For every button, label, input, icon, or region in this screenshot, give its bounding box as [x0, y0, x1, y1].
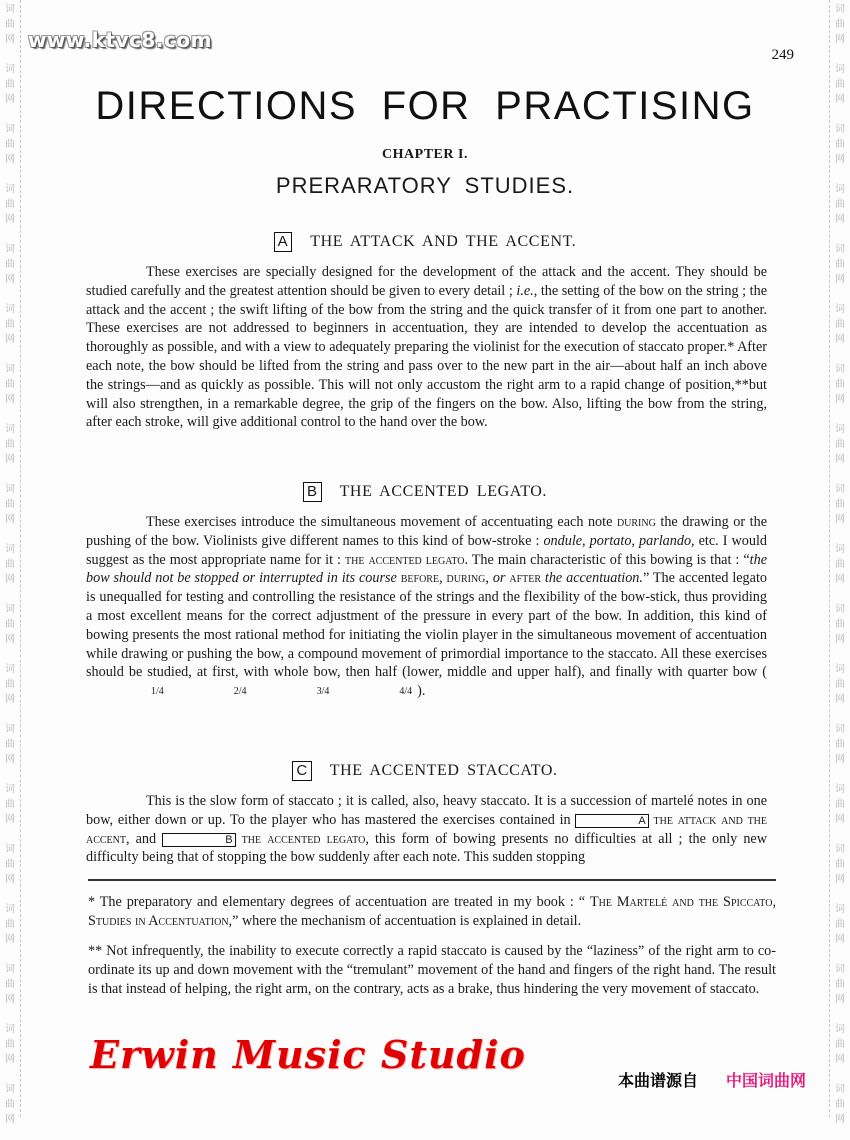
inline-section-ref: A — [575, 814, 648, 828]
watermark-char: 词 — [835, 424, 845, 435]
watermark-char-group — [830, 660, 850, 720]
watermark-char: 网 — [5, 574, 15, 585]
watermark-char: 词 — [835, 964, 845, 975]
watermark-char: 网 — [835, 934, 845, 945]
text-run: during — [616, 514, 656, 530]
watermark-char: 曲 — [835, 559, 845, 570]
watermark-char-group — [830, 960, 850, 1020]
text-run: ** Not infrequently, the inability to execute correctly a rapid staccato is caused by the “laziness” of the right arm to co-ordinate its up and down movement with the “tremulant” movement of the hand and fingers of the right hand. The result is that instead of helping, the right arm, on the contrary, acts as a brake, thus hindering the very movement of staccato. — [88, 943, 776, 997]
watermark-char-group — [0, 540, 20, 600]
watermark-char: 曲 — [835, 1099, 845, 1110]
watermark-char: 词 — [5, 604, 15, 615]
footnote-1 — [88, 893, 776, 931]
site-url-watermark: www.ktvc8.com — [28, 28, 212, 52]
text-run: the accented legato. — [345, 551, 469, 568]
watermark-char: 网 — [5, 694, 15, 705]
watermark-char: 网 — [835, 154, 845, 165]
watermark-char: 网 — [835, 574, 845, 585]
watermark-char: 词 — [835, 844, 845, 855]
section-heading-c — [0, 761, 850, 781]
watermark-char: 词 — [5, 64, 15, 75]
watermark-char: 曲 — [5, 859, 15, 870]
quarter-bow-fractions — [86, 683, 417, 699]
watermark-char: 网 — [835, 214, 845, 225]
text-run: This is the slow form of staccato ; it is called, also, heavy staccato. It is a succession of martelé notes in one bow, either down or up. To the player who has mastered the exercises contained in — [86, 793, 767, 828]
watermark-char: 网 — [5, 334, 15, 345]
watermark-char: 词 — [835, 1024, 845, 1035]
watermark-char: 词 — [5, 1024, 15, 1035]
watermark-char: 曲 — [835, 439, 845, 450]
watermark-char: 曲 — [5, 1039, 15, 1050]
chapter-subtitle: PRERARATORY STUDIES. — [275, 173, 575, 198]
watermark-char: 词 — [835, 784, 845, 795]
side-watermark-strip-left — [0, 0, 21, 1125]
watermark-char-group — [830, 360, 850, 420]
watermark-char: 网 — [835, 394, 845, 405]
text-run: i.e. — [516, 282, 534, 299]
watermark-char: 词 — [835, 904, 845, 915]
watermark-char: 网 — [5, 934, 15, 945]
watermark-char: 词 — [835, 124, 845, 135]
watermark-char: 词 — [5, 304, 15, 315]
text-run: The main characteristic of this bowing is that : “ — [468, 551, 750, 568]
watermark-char-group — [0, 960, 20, 1020]
watermark-char: 网 — [5, 754, 15, 765]
section-b-paragraph — [86, 513, 767, 702]
watermark-char: 词 — [5, 124, 15, 135]
text-run: or — [488, 570, 510, 587]
watermark-char: 网 — [5, 394, 15, 405]
watermark-char-group — [830, 1020, 850, 1080]
watermark-char: 网 — [835, 634, 845, 645]
text-run: the bow should not be stopped or interrupted in its course — [86, 551, 767, 587]
watermark-char: 词 — [835, 544, 845, 555]
watermark-char: 词 — [835, 1084, 845, 1095]
watermark-char-group — [0, 840, 20, 900]
text-run: These exercises introduce the simultaneous movement of accentuating each note — [146, 514, 617, 530]
text-run: , and — [126, 830, 163, 847]
watermark-char: 网 — [5, 634, 15, 645]
watermark-char: 网 — [835, 694, 845, 705]
watermark-char: 词 — [5, 4, 15, 15]
watermark-char: 曲 — [835, 619, 845, 630]
watermark-char: 曲 — [5, 499, 15, 510]
watermark-char: 曲 — [5, 559, 15, 570]
watermark-char: 词 — [5, 484, 15, 495]
watermark-char-group — [0, 1020, 20, 1080]
watermark-char: 词 — [835, 484, 845, 495]
watermark-char: 网 — [835, 874, 845, 885]
watermark-char-group — [830, 540, 850, 600]
watermark-char-group — [0, 660, 20, 720]
watermark-char: 曲 — [835, 799, 845, 810]
watermark-char: 曲 — [835, 79, 845, 90]
watermark-char: 网 — [5, 514, 15, 525]
watermark-char: 网 — [5, 994, 15, 1005]
watermark-char: 词 — [5, 844, 15, 855]
watermark-char: 词 — [835, 4, 845, 15]
watermark-char: 曲 — [5, 979, 15, 990]
text-run: The Martelé and the Spiccato, Studies in Accentuation, — [88, 894, 776, 929]
watermark-char-group — [0, 0, 20, 60]
watermark-char-group — [0, 300, 20, 360]
watermark-char: 曲 — [5, 79, 15, 90]
watermark-char-group — [830, 780, 850, 840]
watermark-char: 词 — [5, 724, 15, 735]
watermark-char: 词 — [835, 244, 845, 255]
watermark-char: 网 — [835, 514, 845, 525]
watermark-char: 曲 — [5, 199, 15, 210]
watermark-char: 网 — [835, 994, 845, 1005]
watermark-char: 网 — [835, 94, 845, 105]
section-title: THE ACCENTED LEGATO. — [339, 483, 548, 500]
watermark-char: 曲 — [835, 319, 845, 330]
watermark-char: 曲 — [5, 319, 15, 330]
section-title: THE ACCENTED STACCATO. — [329, 762, 558, 779]
watermark-char: 网 — [835, 454, 845, 465]
watermark-char: 曲 — [835, 499, 845, 510]
watermark-char: 曲 — [835, 919, 845, 930]
side-watermark-strip-right — [829, 0, 850, 1125]
watermark-char: 曲 — [5, 679, 15, 690]
page-title: DIRECTIONS FOR PRACTISING — [95, 84, 755, 128]
text-run: before, during, — [400, 570, 489, 587]
watermark-char: 网 — [5, 874, 15, 885]
section-letter-box: A — [274, 232, 293, 252]
watermark-char: 曲 — [835, 679, 845, 690]
section-heading-b — [0, 482, 850, 502]
watermark-char-group — [0, 780, 20, 840]
watermark-char: 曲 — [835, 199, 845, 210]
watermark-char-group — [0, 900, 20, 960]
watermark-char: 词 — [835, 304, 845, 315]
watermark-char: 曲 — [5, 439, 15, 450]
watermark-char-group — [0, 420, 20, 480]
page-number: 249 — [771, 47, 794, 63]
watermark-char: 曲 — [835, 139, 845, 150]
watermark-char: 网 — [5, 214, 15, 225]
watermark-char: 词 — [5, 244, 15, 255]
section-letter-box: C — [292, 761, 311, 781]
watermark-char: 曲 — [5, 739, 15, 750]
watermark-char: 词 — [5, 784, 15, 795]
section-b-text-end: ). — [417, 683, 426, 700]
watermark-char: 词 — [835, 364, 845, 375]
watermark-char: 词 — [5, 904, 15, 915]
text-run: the accented legato — [241, 830, 366, 847]
watermark-char: 网 — [5, 1054, 15, 1065]
watermark-char: 网 — [835, 34, 845, 45]
watermark-char-group — [830, 420, 850, 480]
text-run: These exercises are specially designed for the development of the attack and the accent. They should be studied carefully and the greatest attention should be given to every detail ; — [86, 264, 767, 299]
watermark-char: 词 — [835, 184, 845, 195]
watermark-char: 词 — [5, 664, 15, 675]
source-site-link[interactable]: 中国词曲网 — [726, 1071, 807, 1090]
watermark-char: 词 — [835, 604, 845, 615]
watermark-char: 网 — [5, 154, 15, 165]
watermark-char: 词 — [835, 64, 845, 75]
watermark-char: 词 — [835, 724, 845, 735]
watermark-char-group — [0, 1080, 20, 1140]
watermark-char: 网 — [835, 814, 845, 825]
watermark-char-group — [0, 600, 20, 660]
watermark-char: 网 — [5, 274, 15, 285]
text-run: * The preparatory and elementary degrees of accentuation are treated in my book : “ — [88, 894, 590, 910]
section-title: THE ATTACK AND THE ACCENT. — [310, 233, 577, 250]
watermark-char-group — [830, 840, 850, 900]
text-run: the drawing or the pushing of the bow. Violinists give different names to this kind of bow-stroke : — [86, 514, 767, 549]
watermark-char: 网 — [5, 1114, 15, 1125]
fraction: 1/4 — [151, 686, 164, 698]
watermark-char-group — [830, 300, 850, 360]
chapter-label: CHAPTER I. — [382, 147, 468, 162]
text-run: , this form of bowing presents no difficulties at all ; the only new difficulty being that of stopping the bow suddenly after each note. This sudden stopping — [86, 830, 767, 866]
watermark-char: 曲 — [5, 259, 15, 270]
watermark-char: 网 — [5, 454, 15, 465]
text-run: ” where the mechanism of accentuation is explained in detail. — [232, 912, 582, 929]
footnote-2 — [88, 942, 776, 998]
text-run: after — [509, 570, 542, 587]
fraction: 3/4 — [316, 686, 330, 698]
watermark-char: 曲 — [835, 1039, 845, 1050]
watermark-char: 词 — [5, 1084, 15, 1095]
watermark-char: 网 — [835, 334, 845, 345]
text-run: , the setting of the bow on the string ; the attack and the accent ; the swift lifting of the bow from the string and the quick transfer of it from one part to another. These exercises are not addressed to beginners in accentuation, they are intended to develop the accentuation as thoroughly as possible, and with a view to adequately preparing the violinist for the execution of staccato proper.* After each note, the bow should be lifted from the string and pass over to the new part in the air—about half an inch above the strings—and as quickly as possible. This will not only accustom the right arm to a rapid change of position,**but will also strengthen, in a remarkable degree, the grip of the fingers on the bow. Also, lifting the bow from the string, after each stroke, will give additional control to the hand over the bow. — [86, 282, 768, 431]
watermark-char: 网 — [5, 94, 15, 105]
watermark-char: 网 — [835, 1114, 845, 1125]
watermark-char: 词 — [835, 664, 845, 675]
watermark-char: 词 — [5, 964, 15, 975]
watermark-char: 网 — [5, 34, 15, 45]
section-a-paragraph — [86, 263, 767, 432]
watermark-char: 词 — [5, 544, 15, 555]
watermark-char-group — [830, 0, 850, 60]
fraction: 4/4 — [399, 686, 413, 698]
text-run: the attack and the accent — [86, 811, 768, 847]
watermark-char-group — [830, 1080, 850, 1140]
watermark-char: 曲 — [835, 739, 845, 750]
watermark-char: 词 — [5, 424, 15, 435]
watermark-char: 曲 — [5, 1099, 15, 1110]
watermark-char: 曲 — [5, 19, 15, 30]
watermark-char: 曲 — [5, 139, 15, 150]
watermark-char-group — [830, 900, 850, 960]
watermark-char: 曲 — [5, 919, 15, 930]
fraction: 2/4 — [233, 686, 247, 698]
watermark-char: 曲 — [5, 619, 15, 630]
watermark-char: 曲 — [835, 259, 845, 270]
section-c-paragraph — [86, 792, 767, 867]
watermark-char: 词 — [5, 364, 15, 375]
watermark-char: 网 — [835, 754, 845, 765]
watermark-char: 词 — [5, 184, 15, 195]
watermark-char: 网 — [835, 274, 845, 285]
watermark-char: 曲 — [835, 379, 845, 390]
watermark-char: 网 — [835, 1054, 845, 1065]
footnote-divider — [88, 879, 776, 881]
text-run: ” The accented legato is unequalled for testing and controlling the resistance of the strings and the flexibility of the bow-stick, thus providing a most excellent means for the correct adjustment of the pressure in every part of the bow. In addition, this kind of bowing presents the most rational method for initiating the violin player in the simultaneous movement of accentuation while drawing or pushing the bow, a compound movement of primordial importance to the staccato. All these exercises should be studied, at first, with whole bow, then half (lower, middle and upper half), and finally with quarter bow ( — [86, 570, 767, 681]
studio-logo-text: Erwin Music Studio — [90, 1032, 526, 1077]
inline-section-ref: B — [162, 833, 235, 847]
watermark-char-group — [830, 600, 850, 660]
watermark-char-group — [0, 360, 20, 420]
watermark-char: 曲 — [5, 799, 15, 810]
watermark-char: 曲 — [835, 859, 845, 870]
section-b-text — [86, 514, 767, 680]
section-letter-box: B — [303, 482, 322, 502]
text-run: etc. I would suggest as the most appropriate name for it : — [86, 532, 768, 568]
watermark-char: 网 — [5, 814, 15, 825]
text-run: the accentuation. — [541, 570, 643, 587]
watermark-char: 曲 — [835, 19, 845, 30]
section-heading-a — [0, 232, 850, 252]
watermark-char: 曲 — [835, 979, 845, 990]
text-run: ondule, portato, parlando, — [543, 532, 695, 549]
source-label: 本曲谱源自 — [618, 1071, 699, 1090]
watermark-char: 曲 — [5, 379, 15, 390]
